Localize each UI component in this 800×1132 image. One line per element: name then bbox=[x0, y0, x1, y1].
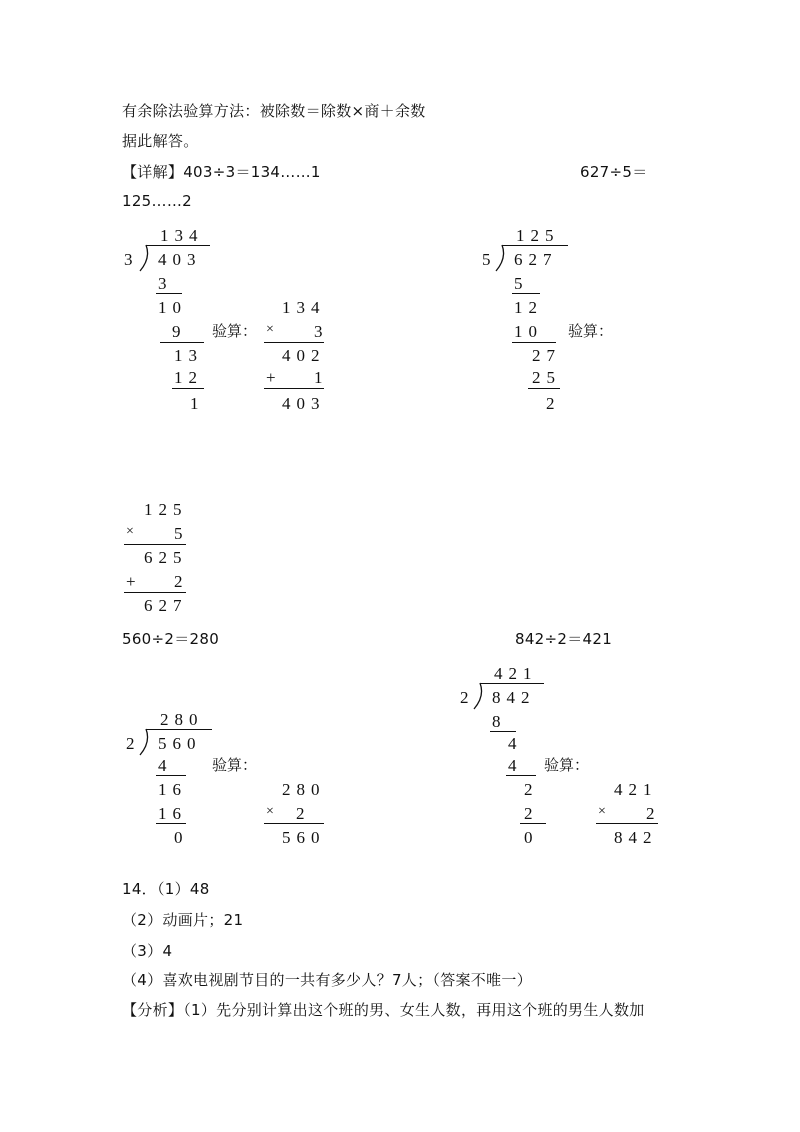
divisor: 2 bbox=[460, 688, 475, 707]
step: 4 bbox=[508, 756, 523, 775]
step: 25 bbox=[532, 368, 561, 387]
step: 10 bbox=[158, 298, 187, 317]
remainder-addend: 1 bbox=[314, 368, 329, 387]
times-sign: × bbox=[266, 804, 280, 819]
step: 16 bbox=[158, 804, 187, 823]
check-result: 403 bbox=[282, 394, 326, 413]
remainder: 0 bbox=[524, 828, 539, 847]
equation-2-part-a: 627÷5＝ bbox=[580, 163, 648, 181]
method-text: 有余除法验算方法：被除数＝除数×商＋余数 bbox=[122, 102, 426, 120]
dividend: 403 bbox=[158, 250, 202, 269]
dividend: 842 bbox=[492, 688, 536, 707]
dividend: 627 bbox=[514, 250, 558, 269]
detail-tag: 【详解】 bbox=[122, 163, 184, 181]
product-factor: 2 bbox=[646, 804, 661, 823]
product-factor: 2 bbox=[296, 804, 311, 823]
equation-3: 560÷2＝280 bbox=[122, 630, 220, 648]
step: 16 bbox=[158, 780, 187, 799]
dividend: 560 bbox=[158, 734, 202, 753]
remainder-addend: 2 bbox=[174, 572, 189, 591]
step: 4 bbox=[508, 734, 523, 753]
q14-answer-2: （2）动画片；21 bbox=[122, 911, 244, 929]
remainder: 2 bbox=[546, 394, 561, 413]
product-factor: 125 bbox=[144, 500, 188, 519]
q14-analysis: 【分析】（1）先分别计算出这个班的男、女生人数，再用这个班的男生人数加 bbox=[122, 1001, 645, 1019]
product-factor: 3 bbox=[314, 322, 329, 341]
plus-sign: + bbox=[266, 368, 282, 387]
step: 8 bbox=[492, 712, 507, 731]
check-result: 842 bbox=[614, 828, 658, 847]
divisor: 2 bbox=[126, 734, 141, 753]
division-bracket bbox=[472, 682, 484, 710]
product-factor: 5 bbox=[174, 524, 189, 543]
step: 12 bbox=[174, 368, 203, 387]
step: 10 bbox=[514, 322, 543, 341]
check-result: 560 bbox=[282, 828, 326, 847]
quotient: 280 bbox=[160, 710, 204, 729]
division-bracket bbox=[138, 728, 150, 756]
quotient: 421 bbox=[494, 664, 538, 683]
check-label: 验算： bbox=[212, 322, 258, 340]
step: 5 bbox=[514, 274, 529, 293]
step: 2 bbox=[524, 780, 539, 799]
division-bracket bbox=[138, 244, 150, 272]
q14-answer-3: （3）4 bbox=[122, 942, 173, 960]
step: 27 bbox=[532, 346, 561, 365]
q14-answer-1: 14．（1）48 bbox=[122, 880, 210, 898]
product-factor: 421 bbox=[614, 780, 658, 799]
step: 12 bbox=[514, 298, 543, 317]
product-result: 625 bbox=[144, 548, 188, 567]
times-sign: × bbox=[126, 524, 140, 539]
product-result: 402 bbox=[282, 346, 326, 365]
step: 9 bbox=[172, 322, 187, 341]
detail-line bbox=[122, 161, 321, 182]
remainder: 1 bbox=[190, 394, 205, 413]
equation-1: 403÷3＝134……1 bbox=[183, 163, 321, 181]
quotient: 125 bbox=[516, 226, 560, 245]
times-sign: × bbox=[598, 804, 612, 819]
product-factor: 280 bbox=[282, 780, 326, 799]
check-result: 627 bbox=[144, 596, 188, 615]
step: 3 bbox=[158, 274, 173, 293]
quotient: 134 bbox=[160, 226, 204, 245]
check-label: 验算： bbox=[568, 322, 614, 340]
step: 2 bbox=[524, 804, 539, 823]
product-factor: 134 bbox=[282, 298, 326, 317]
check-label: 验算： bbox=[212, 756, 258, 774]
step: 4 bbox=[158, 756, 173, 775]
equation-2-part-b: 125……2 bbox=[122, 192, 192, 210]
equation-4: 842÷2＝421 bbox=[515, 630, 613, 648]
plus-sign: + bbox=[126, 572, 142, 591]
division-bracket bbox=[494, 244, 506, 272]
q14-answer-4: （4）喜欢电视剧节目的一共有多少人？7人；（答案不唯一） bbox=[122, 971, 532, 989]
times-sign: × bbox=[266, 322, 280, 337]
remainder: 0 bbox=[174, 828, 189, 847]
step: 13 bbox=[174, 346, 203, 365]
divisor: 5 bbox=[482, 250, 497, 269]
check-label: 验算： bbox=[544, 756, 590, 774]
answer-hint: 据此解答。 bbox=[122, 132, 199, 150]
divisor: 3 bbox=[124, 250, 139, 269]
